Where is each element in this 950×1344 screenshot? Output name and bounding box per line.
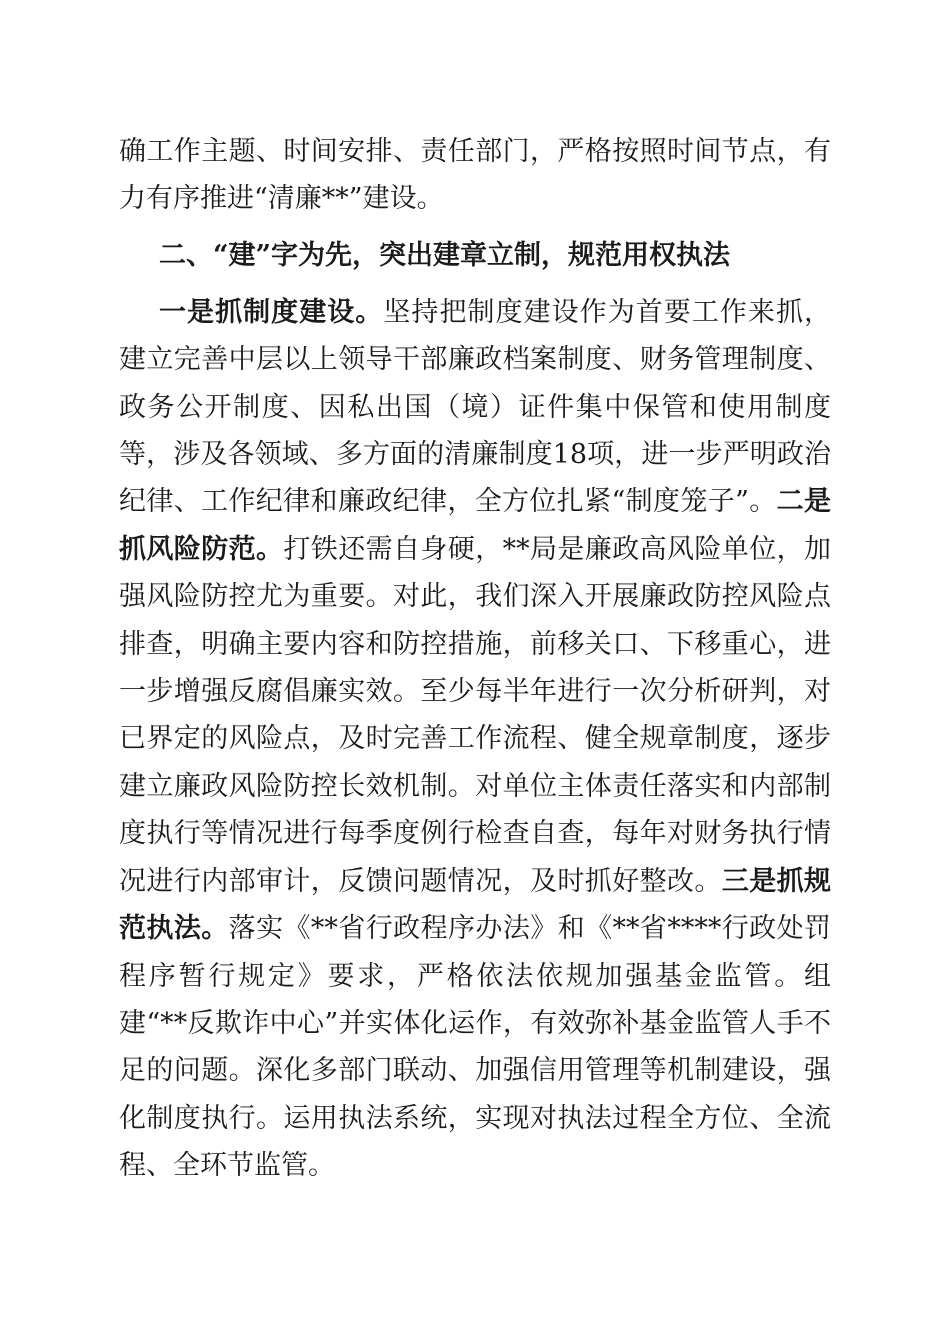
section-heading: 二、“建”字为先，突出建章立制，规范用权执法 xyxy=(159,239,731,271)
body-paragraph xyxy=(119,289,831,1190)
lead-item-2: 二是抓风险防范。 xyxy=(119,486,832,565)
body-text-1: 坚持把制度建设作为首要工作来抓，建立完善中层以上领导干部廉政档案制度、财务管理制度、政务公开制度、因私出国（境）证件集中保管和使用制度等，涉及各领域、多方面的清廉制度18项，进一步严明政治纪律、工作纪律和廉政纪律，全方位扎紧“制度笼子”。 xyxy=(119,296,832,518)
lead-item-3: 三是抓规范执法。 xyxy=(119,865,832,945)
document-page xyxy=(119,128,831,1190)
body-text-2: 打铁还需自身硬，**局是廉政高风险单位，加强风险防控尤为重要。对此，我们深入开展廉政防控风险点排查，明确主要内容和防控措施，前移关口、下移重心，进一步增强反腐倡廉实效。至少每半年进行一次分析研判，对已界定的风险点，及时完善工作流程、健全规章制度，逐步建立廉政风险防控长效机制。对单位主体责任落实和内部制度执行等情况进行每季度例行检查自查，每年对财务执行情况进行内部审计，反馈问题情况，及时抓好整改。 xyxy=(119,533,832,897)
continued-paragraph: 确工作主题、时间安排、责任部门，严格按照时间节点，有力有序推进“清廉**”建设。 xyxy=(119,136,831,215)
lead-item-1: 一是抓制度建设。 xyxy=(159,296,384,328)
body-text-3: 落实《**省行政程序办法》和《**省****行政处罚程序暂行规定》要求，严格依法依规加强基金监管。组建“**反欺诈中心”并实体化运作，有效弥补基金监管人手不足的问题。深化多部门联动、加强信用管理等机制建设，强化制度执行。运用执法系统，实现对执法过程全方位、全流程、全环节监管。 xyxy=(119,913,832,1182)
